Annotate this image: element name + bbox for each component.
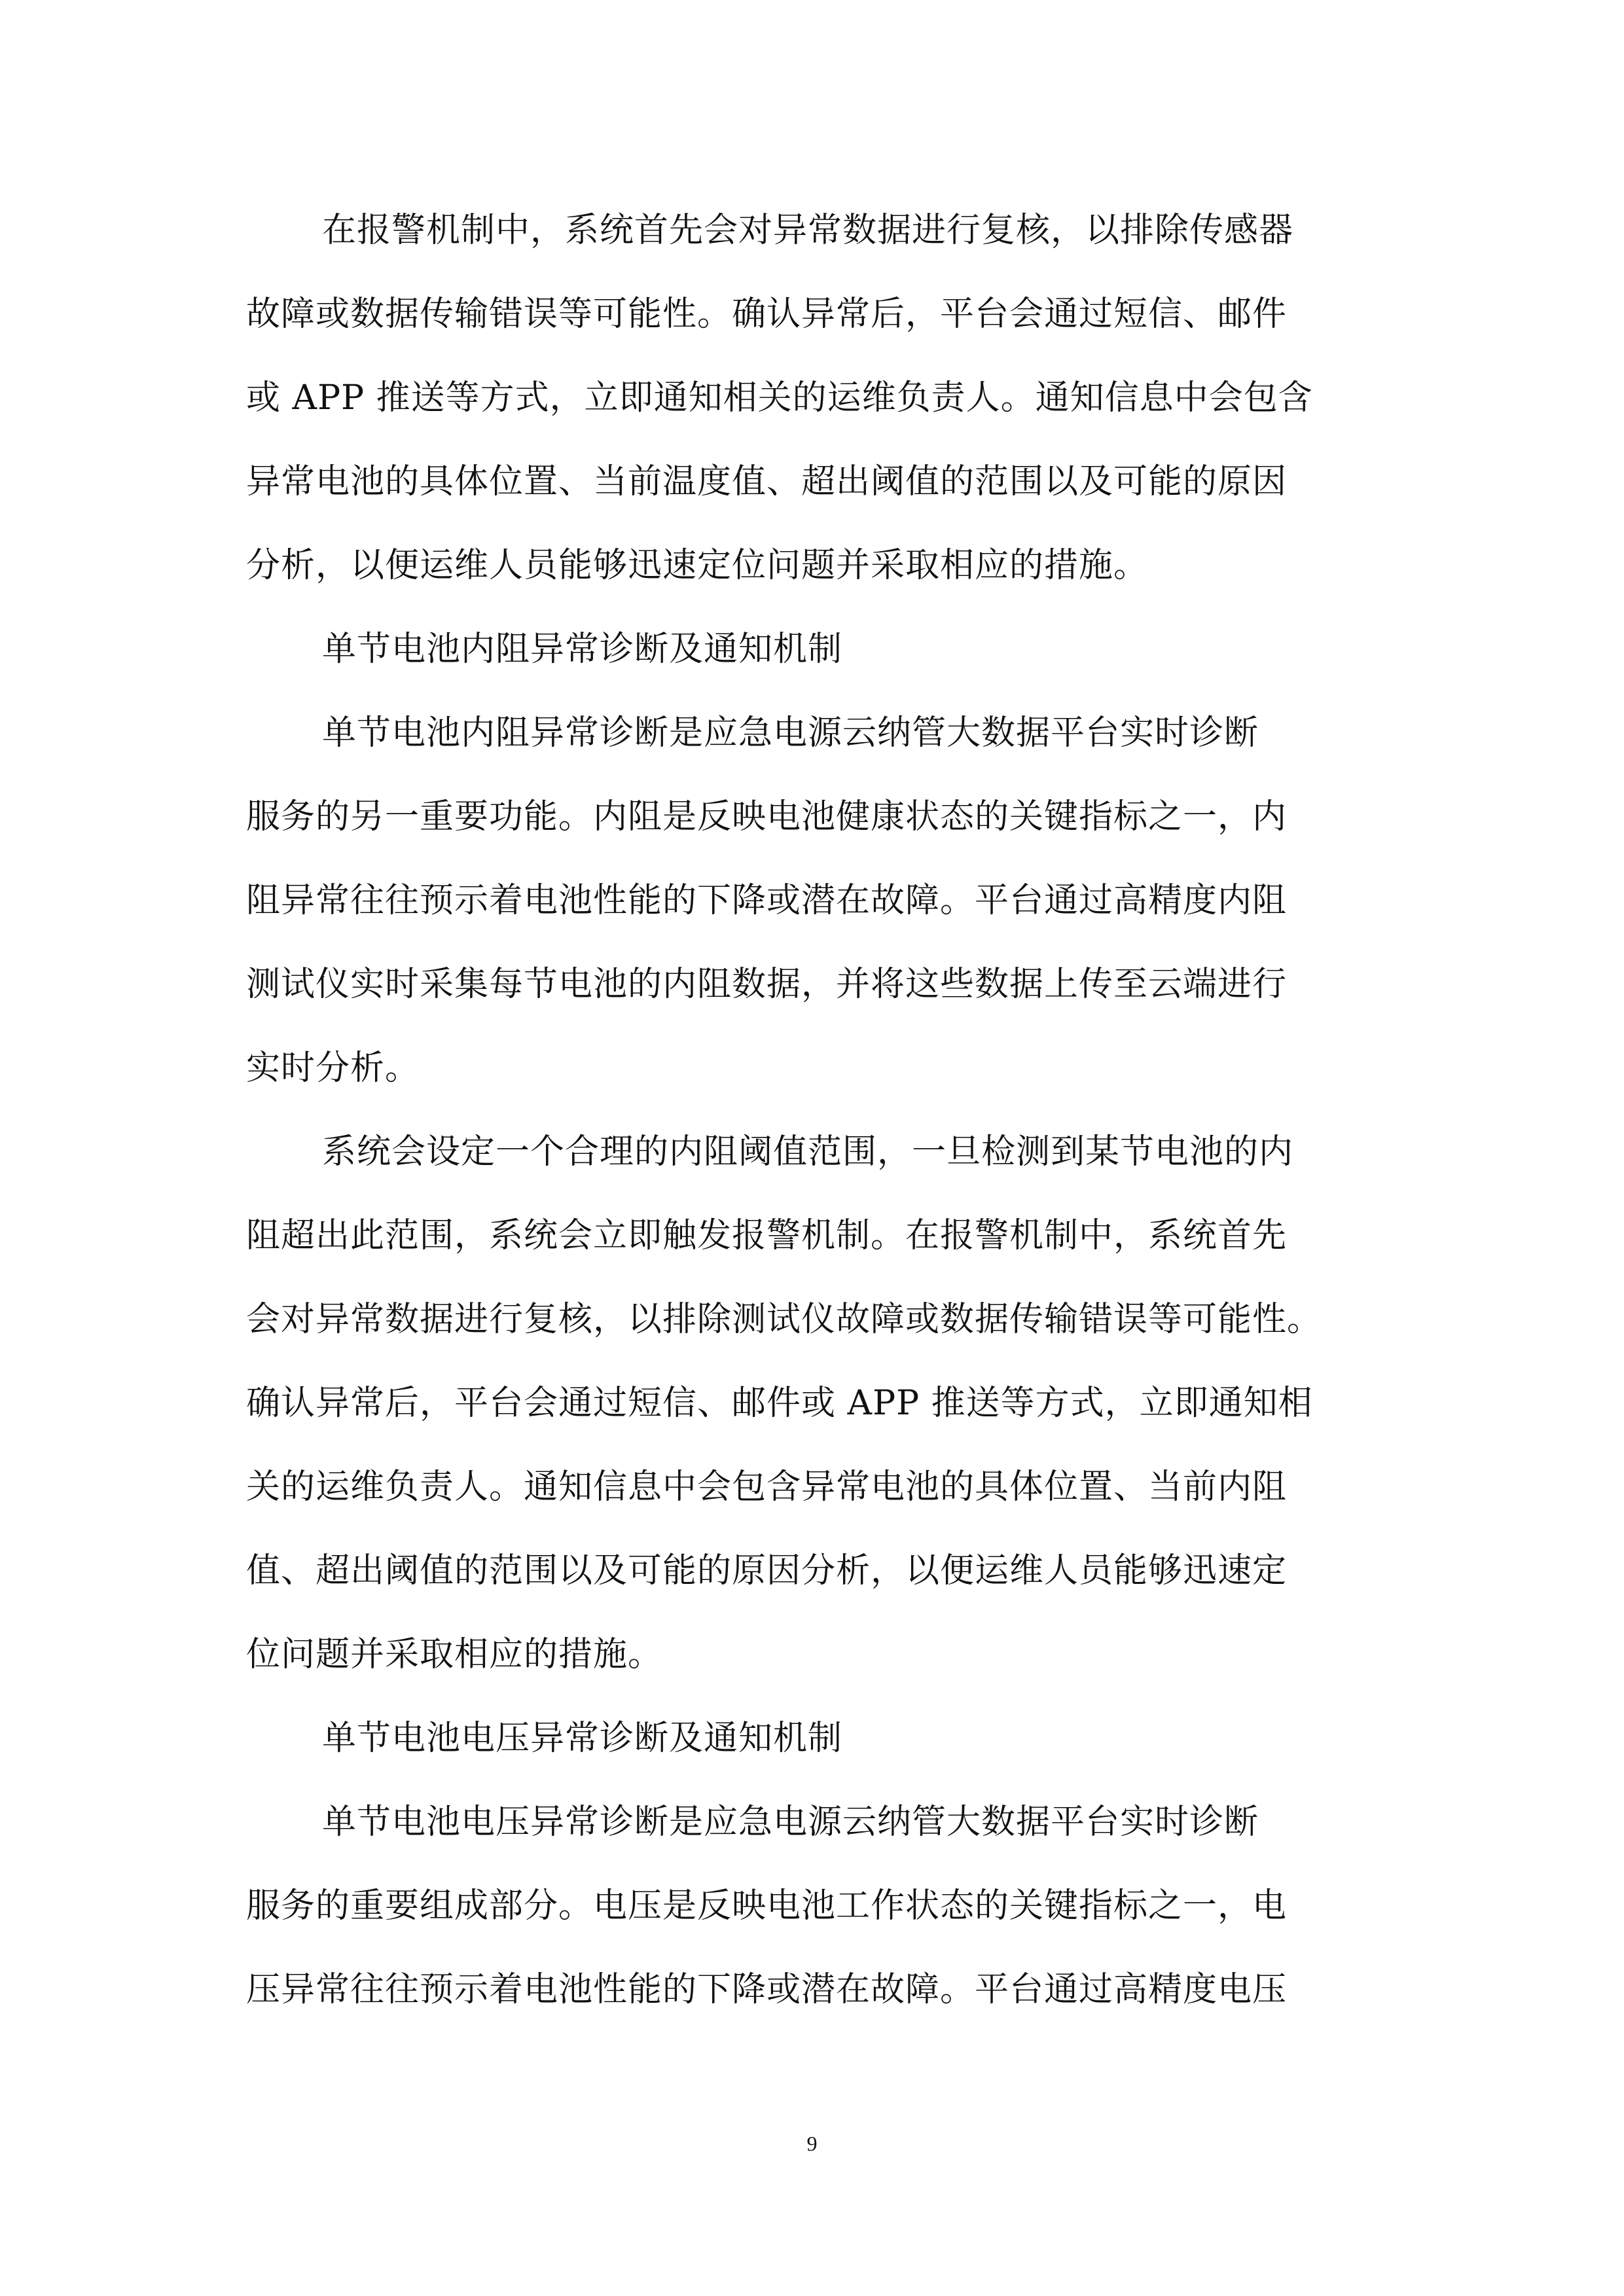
text-line: 服务的重要组成部分。电压是反映电池工作状态的关键指标之一，电	[246, 1886, 1288, 1926]
text-line: 系统会设定一个合理的内阻阈值范围，一旦检测到某节电池的内	[322, 1132, 1294, 1172]
text-line: 分析，以便运维人员能够迅速定位问题并采取相应的措施。	[246, 546, 1149, 585]
text-line: 关的运维负责人。通知信息中会包含异常电池的具体位置、当前内阻	[246, 1467, 1288, 1507]
text-line: 单节电池电压异常诊断是应急电源云纳管大数据平台实时诊断	[322, 1803, 1259, 1842]
text-line: 单节电池内阻异常诊断是应急电源云纳管大数据平台实时诊断	[322, 713, 1259, 753]
text-line: 异常电池的具体位置、当前温度值、超出阈值的范围以及可能的原因	[246, 462, 1288, 501]
text-line: 服务的另一重要功能。内阻是反映电池健康状态的关键指标之一，内	[246, 797, 1288, 836]
text-line: 会对异常数据进行复核，以排除测试仪故障或数据传输错误等可能性。	[246, 1300, 1322, 1339]
text-line: 或 APP 推送等方式，立即通知相关的运维负责人。通知信息中会包含	[246, 378, 1313, 418]
text-line: 在报警机制中，系统首先会对异常数据进行复核，以排除传感器	[322, 211, 1294, 250]
text-line: 值、超出阈值的范围以及可能的原因分析，以便运维人员能够迅速定	[246, 1551, 1288, 1590]
text-line: 位问题并采取相应的措施。	[246, 1635, 663, 1674]
page-number: 9	[806, 2132, 818, 2155]
text-line: 测试仪实时采集每节电池的内阻数据，并将这些数据上传至云端进行	[246, 965, 1288, 1004]
text-line: 阻异常往往预示着电池性能的下降或潜在故障。平台通过高精度内阻	[246, 881, 1288, 920]
section-heading-voltage: 单节电池电压异常诊断及通知机制	[322, 1719, 843, 1758]
text-line: 确认异常后，平台会通过短信、邮件或 APP 推送等方式，立即通知相	[246, 1384, 1313, 1423]
text-line: 压异常往往预示着电池性能的下降或潜在故障。平台通过高精度电压	[246, 1970, 1288, 2009]
text-line: 实时分析。	[246, 1049, 420, 1088]
section-heading-internal-resistance: 单节电池内阻异常诊断及通知机制	[322, 630, 843, 669]
text-line: 阻超出此范围，系统会立即触发报警机制。在报警机制中，系统首先	[246, 1216, 1288, 1255]
text-line: 故障或数据传输错误等可能性。确认异常后，平台会通过短信、邮件	[246, 295, 1288, 334]
